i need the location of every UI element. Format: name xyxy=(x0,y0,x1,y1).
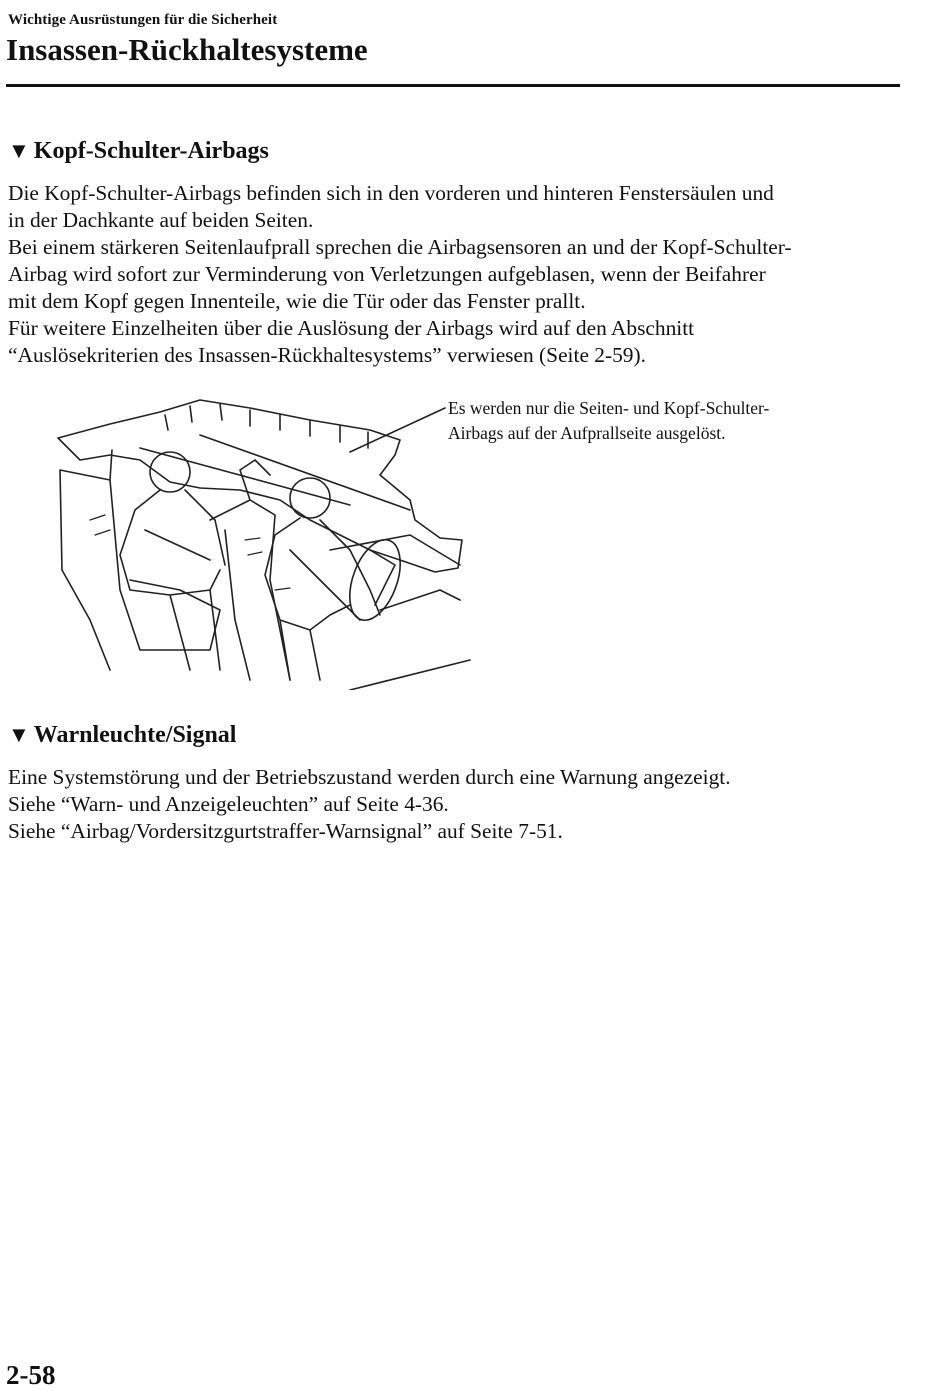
paragraph-line: Siehe “Airbag/Vordersitzgurtstraffer-Warnsignal” auf Seite 7-51. xyxy=(8,819,563,843)
paragraph-line: in der Dachkante auf beiden Seiten. xyxy=(8,208,314,232)
section-heading-text: Warnleuchte/Signal xyxy=(33,722,237,748)
paragraph-line: Siehe “Warn- und Anzeigeleuchten” auf Seite 4-36. xyxy=(8,792,449,816)
triangle-down-icon: ▼ xyxy=(8,722,30,747)
paragraph-line: Eine Systemstörung und der Betriebszustand werden durch eine Warnung angezeigt. xyxy=(8,765,731,789)
callout-line: Es werden nur die Seiten- und Kopf-Schulter- xyxy=(448,398,770,418)
section-heading-head-shoulder-airbags xyxy=(8,136,269,166)
callout-line: Airbags auf der Aufprallseite ausgelöst. xyxy=(448,423,726,443)
paragraph-line: “Auslösekriterien des Insassen-Rückhaltesystems” verwiesen (Seite 2-59). xyxy=(8,343,646,367)
section-heading-text: Kopf-Schulter-Airbags xyxy=(33,138,269,164)
rear-seat xyxy=(60,450,220,670)
section-kicker: Wichtige Ausrüstungen für die Sicherheit xyxy=(8,12,278,28)
paragraph-line: Bei einem stärkeren Seitenlaufprall sprechen die Airbagsensoren an und der Kopf-Schulter- xyxy=(8,235,792,259)
steering-wheel xyxy=(340,533,410,627)
paragraph-line: mit dem Kopf gegen Innenteile, wie die Tür oder das Fenster prallt. xyxy=(8,289,586,313)
title-rule xyxy=(6,84,900,87)
section-body-airbags xyxy=(8,180,903,369)
figure-callout xyxy=(448,396,868,446)
triangle-down-icon: ▼ xyxy=(8,138,30,163)
curtain-airbag xyxy=(58,400,462,572)
page-title: Insassen-Rückhaltesysteme xyxy=(6,32,368,67)
paragraph-line: Airbag wird sofort zur Verminderung von Verletzungen aufgeblasen, wenn der Beifahrer xyxy=(8,262,766,286)
paragraph-line: Für weitere Einzelheiten über die Auslösung der Airbags wird auf den Abschnitt xyxy=(8,316,695,340)
page-number: 2-58 xyxy=(6,1360,56,1390)
section-body-warning xyxy=(8,764,903,845)
section-heading-warning-light xyxy=(8,720,236,750)
paragraph-line: Die Kopf-Schulter-Airbags befinden sich in den vorderen und hinteren Fenstersäulen und xyxy=(8,181,774,205)
